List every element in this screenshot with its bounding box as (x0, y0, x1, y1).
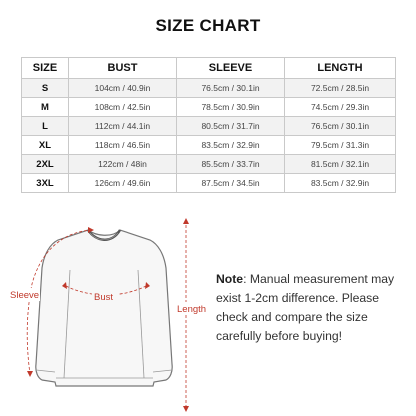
note-text: : Manual measurement may exist 1-2cm difference. Please check and compare the size carefully before buying! (216, 272, 395, 343)
note-label: Note (216, 272, 244, 286)
sleeve-cell: 87.5cm / 34.5in (177, 174, 285, 193)
bust-cell: 126cm / 49.6in (69, 174, 177, 193)
length-cell: 76.5cm / 30.1in (285, 117, 396, 136)
size-cell: 3XL (22, 174, 69, 193)
measurement-note (216, 270, 406, 346)
size-cell: S (22, 79, 69, 98)
size-cell: L (22, 117, 69, 136)
size-chart-table (21, 57, 396, 193)
length-cell: 81.5cm / 32.1in (285, 155, 396, 174)
bust-label: Bust (94, 292, 114, 303)
table-row (22, 98, 396, 117)
table-row (22, 174, 396, 193)
bust-cell: 122cm / 48in (69, 155, 177, 174)
size-cell: M (22, 98, 69, 117)
sleeve-cell: 76.5cm / 30.1in (177, 79, 285, 98)
header-bust: BUST (69, 58, 177, 79)
table-row (22, 155, 396, 174)
bust-cell: 108cm / 42.5in (69, 98, 177, 117)
sleeve-cell: 83.5cm / 32.9in (177, 136, 285, 155)
length-cell: 83.5cm / 32.9in (285, 174, 396, 193)
size-cell: XL (22, 136, 69, 155)
table-row (22, 136, 396, 155)
bust-cell: 118cm / 46.5in (69, 136, 177, 155)
size-chart-title: SIZE CHART (155, 16, 261, 35)
table-row (22, 79, 396, 98)
sweater-outline (36, 230, 172, 386)
bust-cell: 104cm / 40.9in (69, 79, 177, 98)
length-label: Length (177, 304, 207, 315)
sleeve-cell: 80.5cm / 31.7in (177, 117, 285, 136)
header-length: LENGTH (285, 58, 396, 79)
length-cell: 74.5cm / 29.3in (285, 98, 396, 117)
sleeve-cell: 85.5cm / 33.7in (177, 155, 285, 174)
table-row (22, 117, 396, 136)
sleeve-label: Sleeve (10, 290, 40, 301)
sweater-measurement-diagram (0, 214, 230, 416)
sleeve-cell: 78.5cm / 30.9in (177, 98, 285, 117)
header-sleeve: SLEEVE (177, 58, 285, 79)
header-size: SIZE (22, 58, 69, 79)
table-header-row (22, 58, 396, 79)
length-cell: 72.5cm / 28.5in (285, 79, 396, 98)
length-cell: 79.5cm / 31.3in (285, 136, 396, 155)
size-cell: 2XL (22, 155, 69, 174)
bust-cell: 112cm / 44.1in (69, 117, 177, 136)
